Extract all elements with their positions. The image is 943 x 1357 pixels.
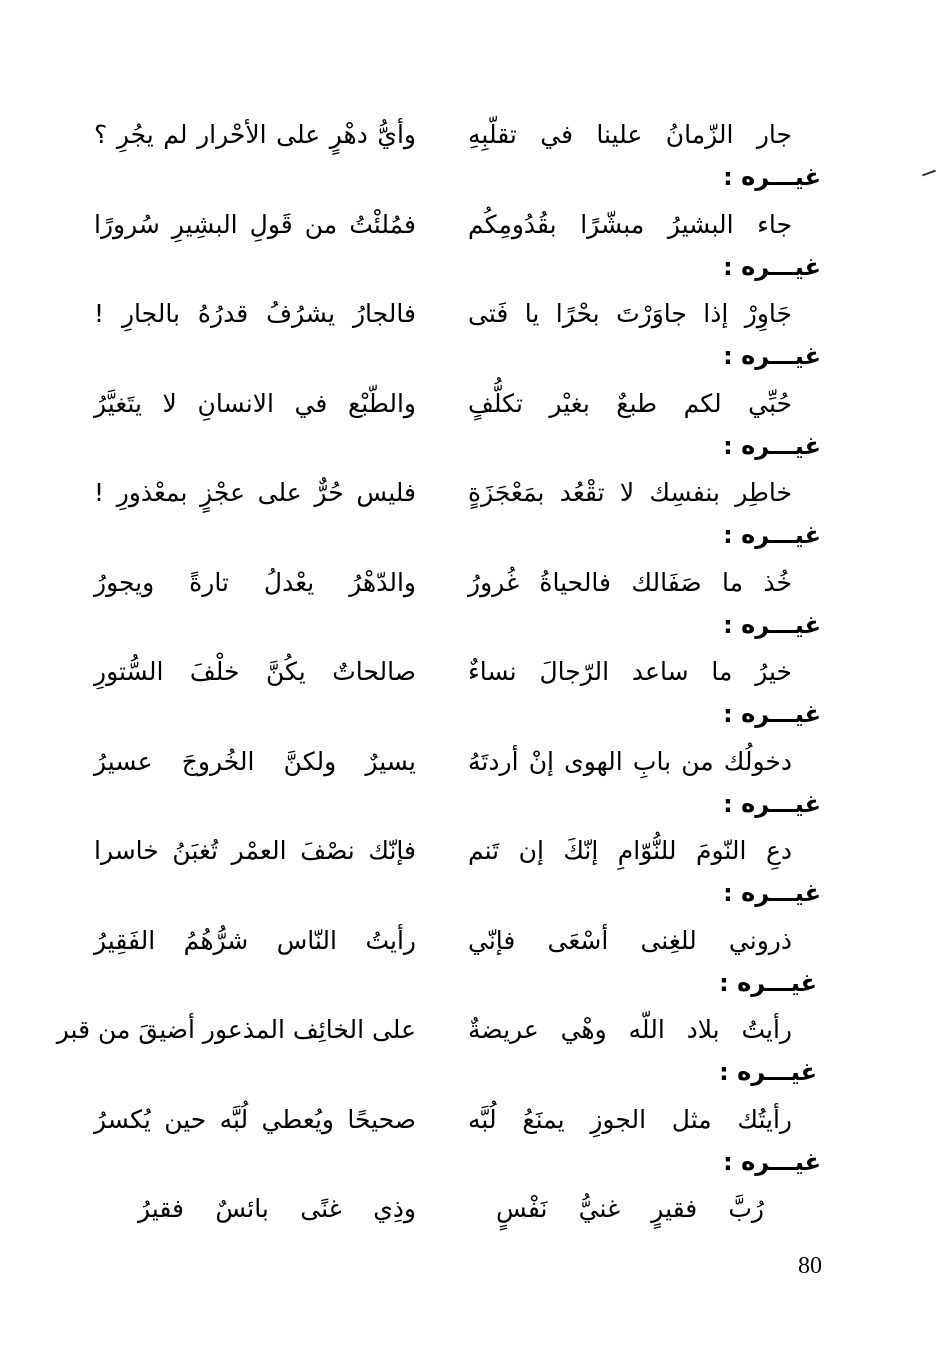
second-hemistich: وأيُّ دهْرٍ على الأحْرار لم يجُرِ ؟ <box>94 120 416 149</box>
first-hemistich: رُبَّ فقيرٍ غنيُّ نَفْسٍ <box>496 1194 764 1223</box>
verse-line <box>0 286 943 338</box>
other-poet-label: غيـــره : <box>723 610 821 639</box>
other-poet-label: غيـــره : <box>723 521 821 549</box>
other-poet-label: غيـــره : <box>719 968 817 997</box>
first-hemistich: دعِ النّومَ للنُّوّامِ إنّكَ إن تَنم <box>468 836 792 865</box>
other-poet-label: غيـــره : <box>723 1147 821 1176</box>
second-hemistich: وذِي غنًى بائسٌ فقيرُ <box>138 1194 416 1223</box>
other-poet-label: غيـــره : <box>723 163 821 191</box>
verse-4 <box>0 376 943 466</box>
second-hemistich: رأيتُ النّاس شرُّهُمُ الفَقِيرُ <box>94 925 416 955</box>
first-hemistich: جار الزّمانُ علينا في تقلّبِهِ <box>468 120 792 149</box>
first-hemistich: جَاوِرْ إذا جاوَرْتَ بحْرًا يا فَتى <box>468 299 792 328</box>
first-hemistich: ذروني للغِنى أسْعَى فإنّي <box>468 925 792 955</box>
verse-2 <box>0 197 943 287</box>
verse-line <box>0 107 943 159</box>
verse-line <box>0 644 943 696</box>
other-poet-label: غيـــره : <box>723 700 821 728</box>
other-poet-label: غيـــره : <box>723 879 821 907</box>
first-hemistich: رأيتُ بلاد اللّه وهْي عريضةٌ <box>468 1015 792 1044</box>
first-hemistich: خاطِر بنفسِك لا تقْعُد بمَعْجَزَةٍ <box>468 478 792 507</box>
second-hemistich: يسيرٌ ولكنَّ الخُروجَ عسيرُ <box>94 746 416 776</box>
first-hemistich: خُذ ما صَفَالك فالحياةُ غُرورُ <box>468 567 792 597</box>
verse-line <box>0 823 943 875</box>
second-hemistich: صالحاتٌ يكُنَّ خلْفَ السُّتورِ <box>94 657 416 686</box>
verse-line <box>0 555 943 607</box>
verse-12 <box>0 1092 943 1182</box>
second-hemistich: والطّبْع في الانسانِ لا يتَغيَّرُ <box>94 388 416 418</box>
first-hemistich: جاء البشيرُ مبشّرًا بقُدُومِكُم <box>468 209 792 239</box>
page-number: 80 <box>798 1253 822 1279</box>
verse-line <box>0 734 943 786</box>
verse-line <box>0 1092 943 1144</box>
other-poet-label: غيـــره : <box>723 342 821 370</box>
verse-line <box>0 913 943 965</box>
verse-5 <box>0 465 943 555</box>
verse-line <box>0 1181 943 1233</box>
other-poet-label: غيـــره : <box>723 789 821 818</box>
verse-10 <box>0 913 943 1003</box>
second-hemistich: فالجارُ يشرُفُ قدرُهُ بالجارِ ! <box>94 299 416 328</box>
second-hemistich: والدّهْرُ يعْدلُ تارةً ويجورُ <box>94 567 416 597</box>
other-poet-label: غيـــره : <box>719 1058 817 1086</box>
second-hemistich: فإنّك نصْفَ العمْر تُغبَنُ خاسرا <box>94 836 416 865</box>
verse-7 <box>0 644 943 734</box>
first-hemistich: خيرُ ما ساعد الرّجالَ نساءٌ <box>468 657 792 686</box>
other-poet-label: غيـــره : <box>723 252 821 281</box>
verse-9 <box>0 823 943 913</box>
verse-1 <box>0 107 943 197</box>
second-hemistich: صحيحًا ويُعطي لُبَّه حين يُكسرُ <box>94 1104 416 1134</box>
second-hemistich: على الخائِف المذعور أضيقَ من قبر <box>56 1015 416 1044</box>
verse-11 <box>0 1002 943 1092</box>
first-hemistich: حُبِّي لكم طبعٌ بغيْر تكلُّفٍ <box>468 388 792 418</box>
first-hemistich: دخولُك من بابِ الهوى إنْ أردتَهُ <box>468 746 792 776</box>
verse-6 <box>0 555 943 645</box>
second-hemistich: فمُلئْتُ من قَولِ البشِيرِ سُرورًا <box>94 209 416 239</box>
other-poet-label: غيـــره : <box>723 431 821 460</box>
verse-line <box>0 197 943 249</box>
verse-8 <box>0 734 943 824</box>
second-hemistich: فليس حُرٌّ على عجْزٍ بمعْذورِ ! <box>94 478 416 507</box>
verse-line <box>0 465 943 517</box>
verse-3 <box>0 286 943 376</box>
verse-line <box>0 376 943 428</box>
first-hemistich: رأيتُك مثل الجوزِ يمنَعُ لُبَّه <box>468 1104 792 1134</box>
verse-line <box>0 1002 943 1054</box>
